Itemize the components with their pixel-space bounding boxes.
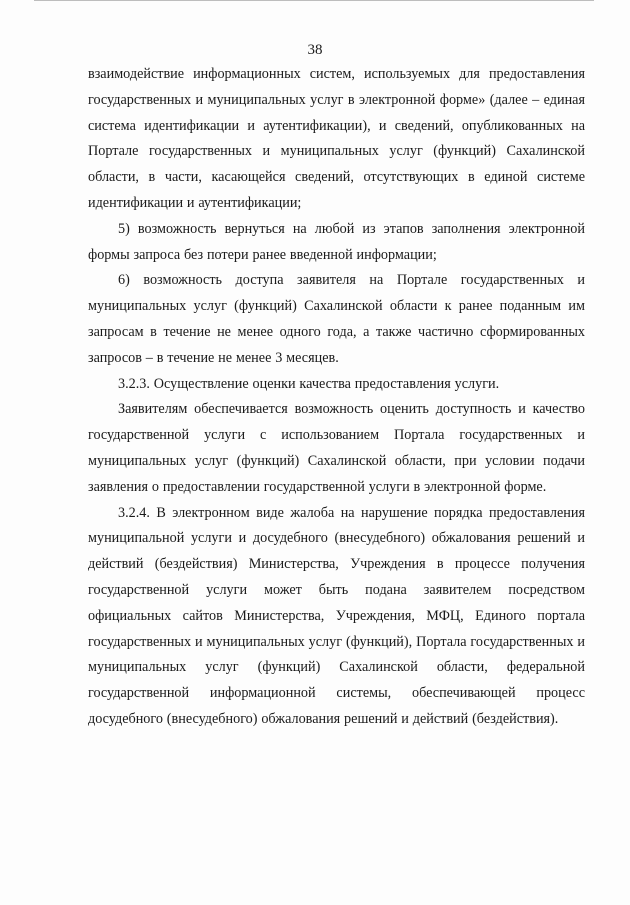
document-body — [88, 62, 585, 733]
paragraph-continuation: взаимодействие информационных систем, используемых для предоставления государственных и муниципальных услуг в электронной форме» (далее – единая система идентификации и аутентификации), и сведений, опубликованных на Портале государственных и муниципальных услуг (функций) Сахалинской области, в части, касающейся сведений, отсутствующих в единой системе идентификации и аутентификации; — [88, 66, 585, 211]
page-number: 38 — [307, 42, 323, 58]
paragraph-item-6: 6) возможность доступа заявителя на Портале государственных и муниципальных услуг (функций) Сахалинской области к ранее поданным им запросам в течение не менее одного года, а также частично сформированных запросов – в течение не менее 3 месяцев. — [88, 272, 585, 366]
scan-edge-line — [34, 0, 594, 1]
paragraph-section-3-2-4: 3.2.4. В электронном виде жалоба на нарушение порядка предоставления муниципальной услуги и досудебного (внесудебного) обжалования решений и действий (бездействия) Министерства, Учреждения в процессе получения государственной услуги может быть подана заявителем посредством официальных сайтов Министерства, Учреждения, МФЦ, Единого портала государственных и муниципальных услуг (функций), Портала государственных и муниципальных услуг (функций) Сахалинской области, федеральной государственной информационной системы, обеспечивающей процесс досудебного (внесудебного) обжалования решений и действий (бездействия). — [88, 504, 585, 727]
paragraph-item-5: 5) возможность вернуться на любой из этапов заполнения электронной формы запроса без потери ранее введенной информации; — [88, 220, 585, 263]
paragraph-quality-assessment: Заявителям обеспечивается возможность оценить доступность и качество государственной услуги с использованием Портала государственных и муниципальных услуг (функций) Сахалинской области, при условии подачи заявления о предоставлении государственной услуги в электронной форме. — [88, 401, 585, 495]
section-heading-3-2-3: 3.2.3. Осуществление оценки качества предоставления услуги. — [118, 375, 500, 392]
